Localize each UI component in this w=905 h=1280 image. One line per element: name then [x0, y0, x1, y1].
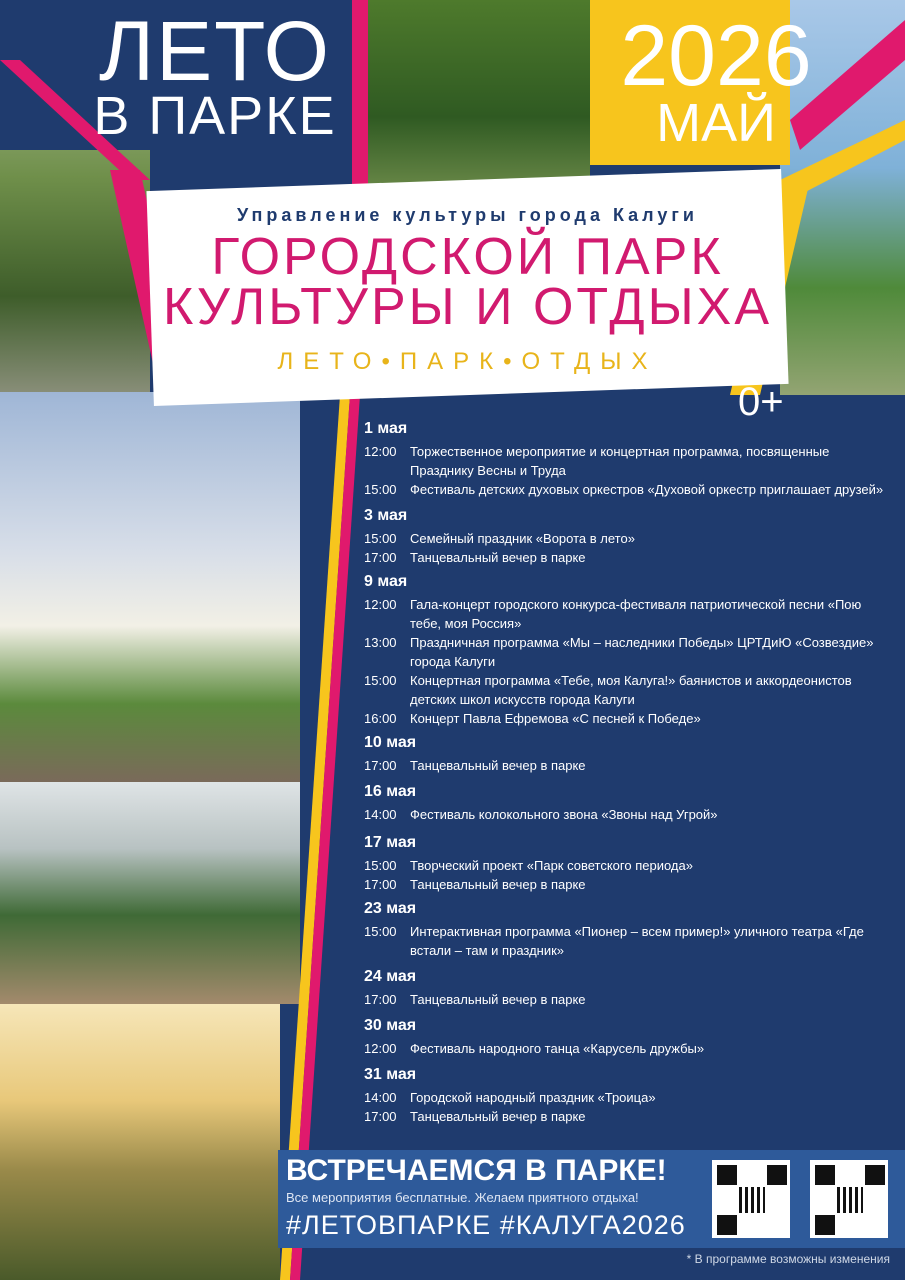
age-rating: 0+ [738, 380, 784, 424]
day-date: 10 мая [364, 734, 417, 751]
day-date: 31 мая [364, 1066, 417, 1083]
event-time: 12:00 [364, 1041, 397, 1056]
event-row [364, 922, 894, 960]
event-description: Гала-концерт городского конкурса-фестиваля патриотической песни «Пою тебе, моя Россия» [410, 597, 862, 631]
schedule-day [364, 734, 894, 775]
event-row [364, 709, 894, 728]
event-description: Концерт Павла Ефремова «С песней к Победе» [410, 711, 701, 726]
event-row [364, 548, 894, 567]
park-title [150, 228, 785, 336]
event-row [364, 990, 894, 1009]
event-row [364, 442, 894, 480]
event-time: 15:00 [364, 924, 397, 939]
day-date: 9 мая [364, 573, 408, 590]
day-date: 24 мая [364, 968, 417, 985]
event-time: 17:00 [364, 1109, 397, 1124]
event-row [364, 1088, 894, 1107]
schedule-day [364, 507, 894, 567]
cathedral-photo [0, 392, 300, 782]
footer-subtext: Все мероприятия бесплатные. Желаем приятного отдыха! [286, 1190, 639, 1205]
day-date: 23 мая [364, 900, 417, 917]
event-time: 12:00 [364, 597, 397, 612]
event-row [364, 856, 894, 875]
qr-code-icon[interactable] [712, 1160, 790, 1238]
month-label: МАЙ [656, 93, 776, 153]
event-description: Праздничная программа «Мы – наследники Победы» ЦРТДиЮ «Созвездие» города Калуги [410, 635, 874, 669]
summer-title-sub: В ПАРКЕ [93, 86, 337, 146]
changes-note: * В программе возможны изменения [686, 1252, 890, 1266]
schedule-day [364, 968, 894, 1009]
event-description: Танцевальный вечер в парке [410, 1109, 586, 1124]
side-stripes [270, 395, 360, 1280]
schedule-day [364, 783, 894, 824]
event-time: 17:00 [364, 758, 397, 773]
event-time: 15:00 [364, 858, 397, 873]
event-schedule [364, 420, 894, 1132]
event-description: Городской народный праздник «Троица» [410, 1090, 656, 1105]
event-description: Интерактивная программа «Пионер – всем пример!» уличного театра «Где встали – там и праздник» [410, 924, 864, 958]
event-time: 17:00 [364, 877, 397, 892]
date-title [596, 8, 836, 153]
event-time: 17:00 [364, 550, 397, 565]
event-description: Торжественное мероприятие и концертная программа, посвященные Празднику Весны и Труда [410, 444, 830, 478]
park-title-line2: КУЛЬТУРЫ И ОТДЫХА [162, 278, 773, 336]
event-description: Танцевальный вечер в парке [410, 992, 586, 1007]
day-date: 30 мая [364, 1017, 417, 1034]
schedule-day [364, 900, 894, 960]
qr-code-icon[interactable] [810, 1160, 888, 1238]
event-time: 14:00 [364, 807, 397, 822]
event-row [364, 480, 894, 499]
event-time: 15:00 [364, 482, 397, 497]
footer-hashtags: #ЛЕТОВПАРКЕ #КАЛУГА2026 [286, 1210, 686, 1240]
event-time: 16:00 [364, 711, 397, 726]
day-date: 3 мая [364, 507, 408, 524]
event-row [364, 633, 894, 671]
event-description: Фестиваль детских духовых оркестров «Духовой оркестр приглашает друзей» [410, 482, 884, 497]
summer-title [70, 4, 360, 146]
event-time: 15:00 [364, 531, 397, 546]
park-title-line1: ГОРОДСКОЙ ПАРК [211, 228, 724, 286]
schedule-day [364, 573, 894, 728]
event-row [364, 595, 894, 633]
park-gate-photo [0, 782, 300, 1004]
event-description: Творческий проект «Парк советского периода» [410, 858, 693, 873]
schedule-day [364, 834, 894, 894]
event-row [364, 756, 894, 775]
event-row [364, 875, 894, 894]
event-row [364, 1039, 894, 1058]
day-date: 1 мая [364, 420, 408, 437]
event-description: Танцевальный вечер в парке [410, 877, 586, 892]
schedule-day [364, 420, 894, 499]
schedule-day [364, 1017, 894, 1058]
event-description: Танцевальный вечер в парке [410, 758, 586, 773]
event-description: Концертная программа «Тебе, моя Калуга!» баянистов и аккордеонистов детских школ искусств города Калуги [410, 673, 852, 707]
schedule-day [364, 1066, 894, 1126]
event-description: Фестиваль народного танца «Карусель дружбы» [410, 1041, 705, 1056]
event-row [364, 1107, 894, 1126]
event-description: Танцевальный вечер в парке [410, 550, 586, 565]
event-time: 12:00 [364, 444, 397, 459]
organization-label: Управление культуры города Калуги [237, 205, 698, 225]
summer-title-main: ЛЕТО [98, 4, 332, 98]
day-date: 17 мая [364, 834, 417, 851]
day-date: 16 мая [364, 783, 417, 800]
park-sunset-photo [0, 1004, 280, 1280]
event-description: Фестиваль колокольного звона «Звоны над Угрой» [410, 807, 718, 822]
event-row [364, 671, 894, 709]
event-time: 13:00 [364, 635, 397, 650]
year-label: 2026 [620, 8, 812, 104]
slogan: ЛЕТО•ПАРК•ОТДЫХ [277, 348, 658, 375]
event-row [364, 529, 894, 548]
event-row [364, 805, 894, 824]
event-description: Семейный праздник «Ворота в лето» [410, 531, 635, 546]
footer-heading: ВСТРЕЧАЕМСЯ В ПАРКЕ! [286, 1154, 667, 1187]
event-time: 17:00 [364, 992, 397, 1007]
event-time: 14:00 [364, 1090, 397, 1105]
event-time: 15:00 [364, 673, 397, 688]
